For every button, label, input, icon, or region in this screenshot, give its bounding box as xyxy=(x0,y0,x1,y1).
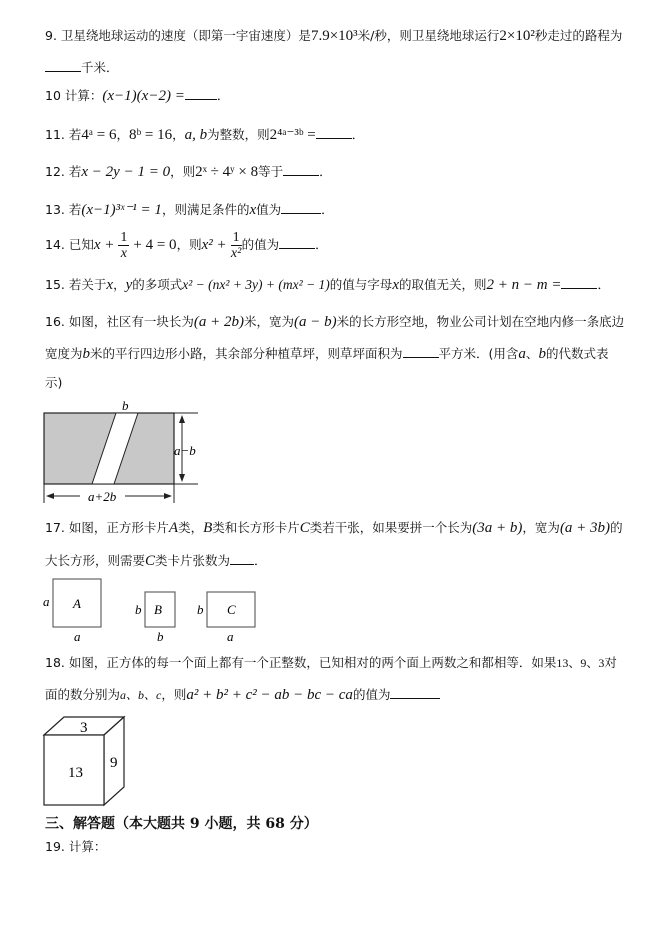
card-label: A xyxy=(73,596,81,611)
q-text: 千米． xyxy=(81,60,119,75)
q-text: 米，宽为 xyxy=(244,314,295,329)
arrow-head xyxy=(46,493,54,499)
q-number: 19. xyxy=(45,839,65,854)
q-text: 如图，社区有一块长为 xyxy=(68,314,194,329)
math: a, b xyxy=(184,127,208,143)
label-a-plus-2b: a+2b xyxy=(88,489,117,504)
math: 13、9、3 xyxy=(556,656,605,670)
math: C xyxy=(145,553,156,569)
math: 2ˣ ÷ 4ʸ × 8 xyxy=(195,164,259,180)
q-text: ． xyxy=(597,277,610,292)
question-13 xyxy=(45,200,334,219)
q-number: 16. xyxy=(45,314,65,329)
answer-blank[interactable] xyxy=(185,87,217,100)
question-9 xyxy=(45,26,622,45)
q-text: 计算： xyxy=(68,839,107,854)
q-text: 、 xyxy=(525,346,539,361)
question-19 xyxy=(45,837,106,855)
q-text: 的值与字母 xyxy=(329,277,393,292)
q-number: 14. xyxy=(45,237,65,252)
math: (x−1)³ˣ⁻¹ = 1 xyxy=(81,202,162,218)
arrow-head xyxy=(179,474,185,482)
q-text: 类和长方形卡片 xyxy=(212,520,300,535)
q-text: 示) xyxy=(45,375,63,390)
q-text: 秒走过的路程为 xyxy=(534,28,623,43)
math: 4ᵃ = 6 xyxy=(81,127,117,143)
denominator: x xyxy=(120,246,128,261)
q-number: 15. xyxy=(45,277,65,292)
q-text: ， xyxy=(172,127,185,142)
q-text: 若关于 xyxy=(68,277,107,292)
math: x − 2y − 1 = 0 xyxy=(81,164,171,180)
fraction xyxy=(231,230,242,261)
q-number: 11. xyxy=(45,127,65,142)
q-text: 如图，正方形卡片 xyxy=(68,520,169,535)
q-text: ． xyxy=(254,553,267,568)
q-text: 米的长方形空地，物业公司计划在空地内修一条底边 xyxy=(336,314,625,329)
math: x² + xyxy=(201,237,227,253)
card-side-label: b xyxy=(135,602,142,617)
q-text: 面的数分别为 xyxy=(45,687,121,702)
answer-blank[interactable] xyxy=(390,686,440,699)
answer-blank[interactable] xyxy=(561,276,597,289)
question-14 xyxy=(45,230,328,261)
card-b xyxy=(135,592,175,643)
q-text: 类， xyxy=(178,520,204,535)
math: x + xyxy=(93,237,115,253)
cube-figure xyxy=(40,715,140,810)
card-side-label: b xyxy=(197,602,204,617)
q-number: 12. xyxy=(45,164,65,179)
question-16-cont2 xyxy=(45,373,62,391)
math: (3a + b) xyxy=(472,520,523,536)
q-text: 的值为 xyxy=(352,687,391,702)
numerator: 1 xyxy=(120,230,128,245)
q-text: 宽度为 xyxy=(45,346,83,361)
q-text: 若 xyxy=(68,164,82,179)
cube-front-number: 13 xyxy=(68,765,83,781)
q-text: 类若干张，如果要拼一个长为 xyxy=(309,520,473,535)
question-18 xyxy=(45,653,617,671)
math: B xyxy=(203,520,213,536)
question-12 xyxy=(45,162,332,181)
math: 2 + n − m = xyxy=(486,277,562,293)
answer-blank[interactable] xyxy=(283,163,319,176)
label-b: b xyxy=(122,398,129,413)
q-number: 9. xyxy=(45,28,57,43)
q-text: ，则 xyxy=(170,164,196,179)
q-text: ， xyxy=(113,277,126,292)
math: A xyxy=(168,520,179,536)
q-number: 10 xyxy=(45,88,61,103)
q-text: ，则 xyxy=(176,237,202,252)
q-text: 的取值无关，则 xyxy=(398,277,487,292)
question-11 xyxy=(45,125,364,144)
question-15 xyxy=(45,275,610,294)
section-heading: 三、解答题（本大题共 9 小题，共 68 分） xyxy=(45,816,318,832)
answer-blank[interactable] xyxy=(281,201,321,214)
math: b xyxy=(82,346,91,362)
q-text: 对 xyxy=(604,655,617,670)
q-number: 13. xyxy=(45,202,65,217)
q-text: 若 xyxy=(68,202,82,217)
fraction xyxy=(118,230,129,261)
q-text: 计算： xyxy=(64,88,103,103)
q-text: 类卡片张数为 xyxy=(155,553,231,568)
cards-figure xyxy=(40,575,280,643)
math: y xyxy=(125,277,133,293)
q-text: 的多项式 xyxy=(132,277,183,292)
question-16 xyxy=(45,312,624,331)
q-text: 如图，正方体的每一个面上都有一个正整数，已知相对的两个面上两数之和都相等．如果 xyxy=(68,655,557,670)
math: x xyxy=(249,202,257,218)
answer-blank[interactable] xyxy=(279,236,315,249)
arrow-head xyxy=(179,415,185,423)
math: b xyxy=(538,346,546,362)
card-label: B xyxy=(154,602,162,617)
answer-blank[interactable] xyxy=(230,552,254,565)
question-17-cont xyxy=(45,551,267,570)
cube-side-number: 9 xyxy=(110,755,118,771)
card-bottom-label: b xyxy=(157,629,164,643)
q-text: ． xyxy=(321,202,334,217)
q-text: ． xyxy=(216,88,230,103)
card-bottom-label: a xyxy=(227,629,234,643)
question-16-cont xyxy=(45,344,608,363)
q-text: 的值为 xyxy=(241,237,280,252)
math: a、b、c xyxy=(120,688,162,702)
math: C xyxy=(299,520,310,536)
answer-blank[interactable] xyxy=(316,126,352,139)
q-text: ． xyxy=(319,164,332,179)
q-text: ， xyxy=(116,127,129,142)
math: x xyxy=(392,277,399,293)
q-text: ，则 xyxy=(161,687,187,702)
math: x xyxy=(106,277,114,293)
lawn-path-figure xyxy=(40,395,210,510)
q-text: 大长方形，则需要 xyxy=(45,553,146,568)
q-text: 平方米．(用含 xyxy=(438,346,519,361)
card-a xyxy=(43,579,101,643)
card-side-label: a xyxy=(43,594,50,609)
answer-blank[interactable] xyxy=(45,59,81,72)
question-18-cont xyxy=(45,685,440,704)
numerator: 1 xyxy=(232,230,240,245)
q-text: 已知 xyxy=(68,237,94,252)
q-text: 米/秒，则卫星绕地球运行 xyxy=(357,28,500,43)
math: (a − b) xyxy=(294,314,337,330)
q-text: ． xyxy=(315,237,328,252)
q-text: ，则满足条件的 xyxy=(161,202,250,217)
card-c xyxy=(197,592,255,643)
q-text: ． xyxy=(351,127,365,142)
math: (a + 3b) xyxy=(559,520,611,536)
math: (a + 2b) xyxy=(193,314,245,330)
math: x² − (nx² + 3y) + (mx² − 1) xyxy=(182,277,330,292)
q-text: 卫星绕地球运动的速度（即第一宇宙速度）是 xyxy=(60,28,311,43)
q-text: 的 xyxy=(610,520,623,535)
q-number: 17. xyxy=(45,520,65,535)
question-17 xyxy=(45,518,623,537)
question-10 xyxy=(45,86,229,105)
math: 2⁴ᵃ⁻³ᵇ = xyxy=(269,127,316,143)
q-text: 值为 xyxy=(256,202,282,217)
math: a² + b² + c² − ab − bc − ca xyxy=(186,687,353,703)
card-bottom-label: a xyxy=(74,629,81,643)
q-number: 18. xyxy=(45,655,65,670)
math: 8ᵇ = 16 xyxy=(128,127,173,143)
question-9-cont xyxy=(45,58,119,76)
math: (x−1)(x−2) = xyxy=(102,88,185,104)
q-text: 的代数式表 xyxy=(545,346,609,361)
q-text: 米的平行四边形小路，其余部分种植草坪，则草坪面积为 xyxy=(90,346,403,361)
q-text: 为整数，则 xyxy=(207,127,270,142)
answer-blank[interactable] xyxy=(403,345,439,358)
card-label: C xyxy=(227,602,236,617)
math: a xyxy=(518,346,526,362)
denominator: x² xyxy=(230,246,242,261)
q-text: 若 xyxy=(68,127,82,142)
arrow-head xyxy=(164,493,172,499)
label-a-minus-b: a−b xyxy=(174,443,196,458)
math: + 4 = 0 xyxy=(133,237,177,253)
q-text: ，宽为 xyxy=(522,520,560,535)
math: 2×10² xyxy=(499,28,535,44)
math: 7.9×10³ xyxy=(310,28,358,44)
q-text: 等于 xyxy=(258,164,284,179)
cube-top-number: 3 xyxy=(80,720,88,736)
